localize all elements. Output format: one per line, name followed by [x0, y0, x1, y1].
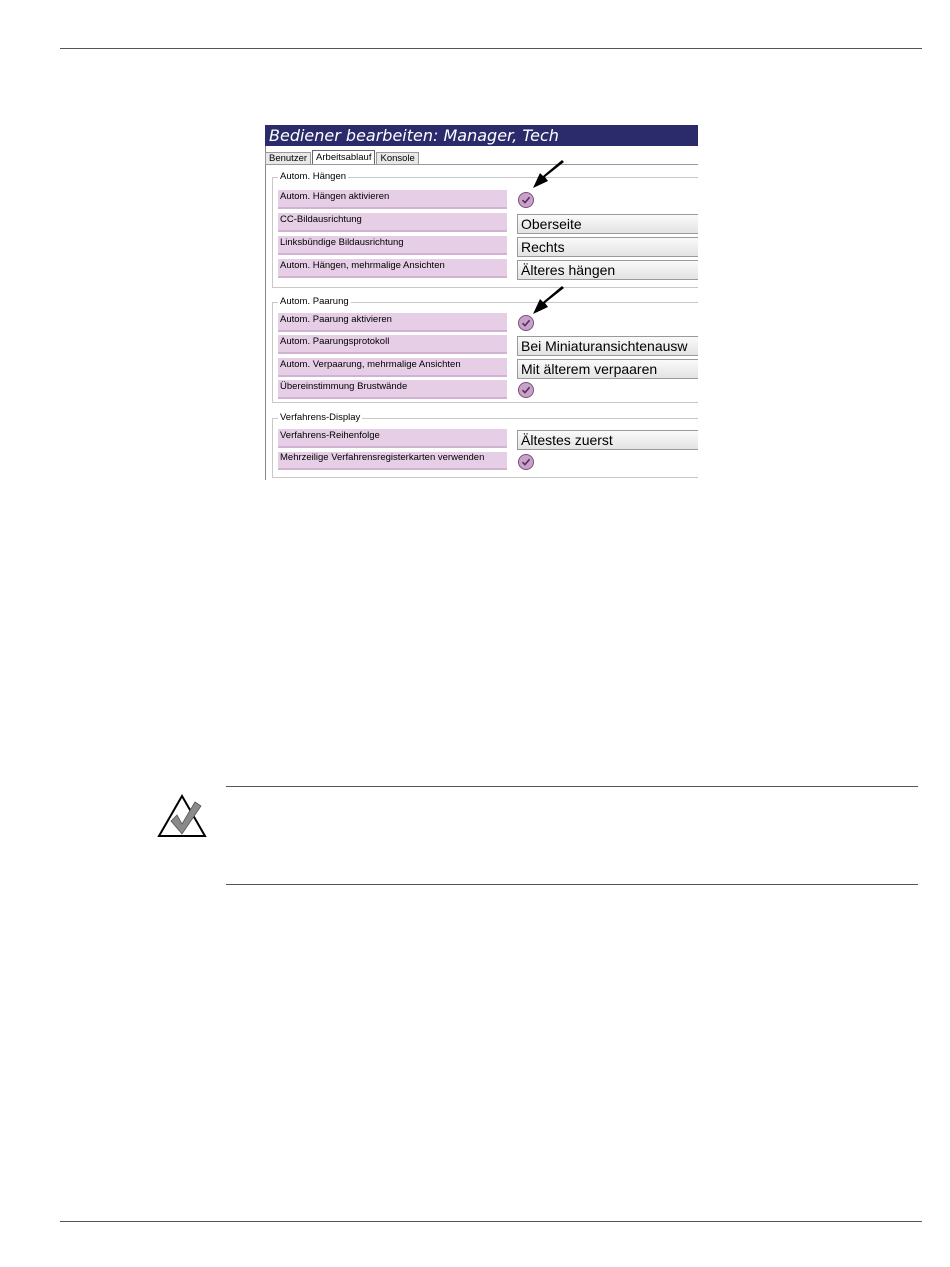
pointer-arrow-icon — [531, 160, 565, 190]
checkmark-icon — [521, 318, 531, 328]
auto-hanging-enable-checkbox[interactable] — [518, 192, 534, 208]
tab-konsole[interactable]: Konsole — [376, 152, 418, 165]
left-alignment-dropdown[interactable]: Rechts — [517, 237, 698, 257]
tab-arbeitsablauf[interactable]: Arbeitsablauf — [312, 150, 375, 165]
row-label: Autom. Hängen aktivieren — [278, 190, 507, 209]
row-label: Linksbündige Bildausrichtung — [278, 236, 507, 255]
pairing-multiple-views-dropdown[interactable]: Mit älterem verpaaren — [517, 359, 698, 379]
group-auto-pairing — [272, 296, 698, 403]
checkmark-icon — [521, 457, 531, 467]
row-label: Verfahrens-Reihenfolge — [278, 429, 507, 448]
note-check-icon — [157, 794, 207, 838]
group-title: Autom. Hängen — [280, 171, 347, 182]
procedure-order-dropdown[interactable]: Ältestes zuerst — [517, 430, 698, 450]
group-title: Verfahrens-Display — [280, 412, 361, 423]
footer-rule — [60, 1221, 922, 1222]
multiline-tabs-checkbox[interactable] — [518, 454, 534, 470]
window-title: Bediener bearbeiten: Manager, Tech — [265, 125, 698, 146]
auto-pairing-enable-checkbox[interactable] — [518, 315, 534, 331]
group-procedure-display — [272, 412, 698, 478]
row-label: Autom. Verpaarung, mehrmalige Ansichten — [278, 358, 507, 377]
tab-bar — [265, 150, 420, 165]
multiple-views-dropdown[interactable]: Älteres hängen — [517, 260, 698, 280]
group-title: Autom. Paarung — [280, 296, 349, 307]
screenshot-border — [265, 125, 266, 480]
pairing-protocol-dropdown[interactable]: Bei Miniaturansichtenausw — [517, 336, 698, 356]
pointer-arrow-icon — [531, 286, 565, 316]
tab-benutzer[interactable]: Benutzer — [265, 152, 311, 165]
cc-orientation-dropdown[interactable]: Oberseite — [517, 214, 698, 234]
note-bottom-rule — [226, 884, 918, 885]
row-label: Autom. Paarung aktivieren — [278, 313, 507, 332]
header-rule — [60, 48, 922, 49]
row-label: Mehrzeilige Verfahrensregisterkarten verwenden — [278, 452, 507, 470]
note-top-rule — [226, 786, 918, 787]
row-label: Übereinstimmung Brustwände — [278, 380, 507, 399]
tab-divider — [265, 164, 698, 165]
row-label: Autom. Paarungsprotokoll — [278, 335, 507, 354]
settings-screenshot — [265, 125, 698, 480]
chest-wall-match-checkbox[interactable] — [518, 382, 534, 398]
checkmark-icon — [521, 195, 531, 205]
row-label: Autom. Hängen, mehrmalige Ansichten — [278, 259, 507, 278]
checkmark-icon — [521, 385, 531, 395]
row-label: CC-Bildausrichtung — [278, 213, 507, 232]
group-auto-hanging — [272, 171, 698, 288]
